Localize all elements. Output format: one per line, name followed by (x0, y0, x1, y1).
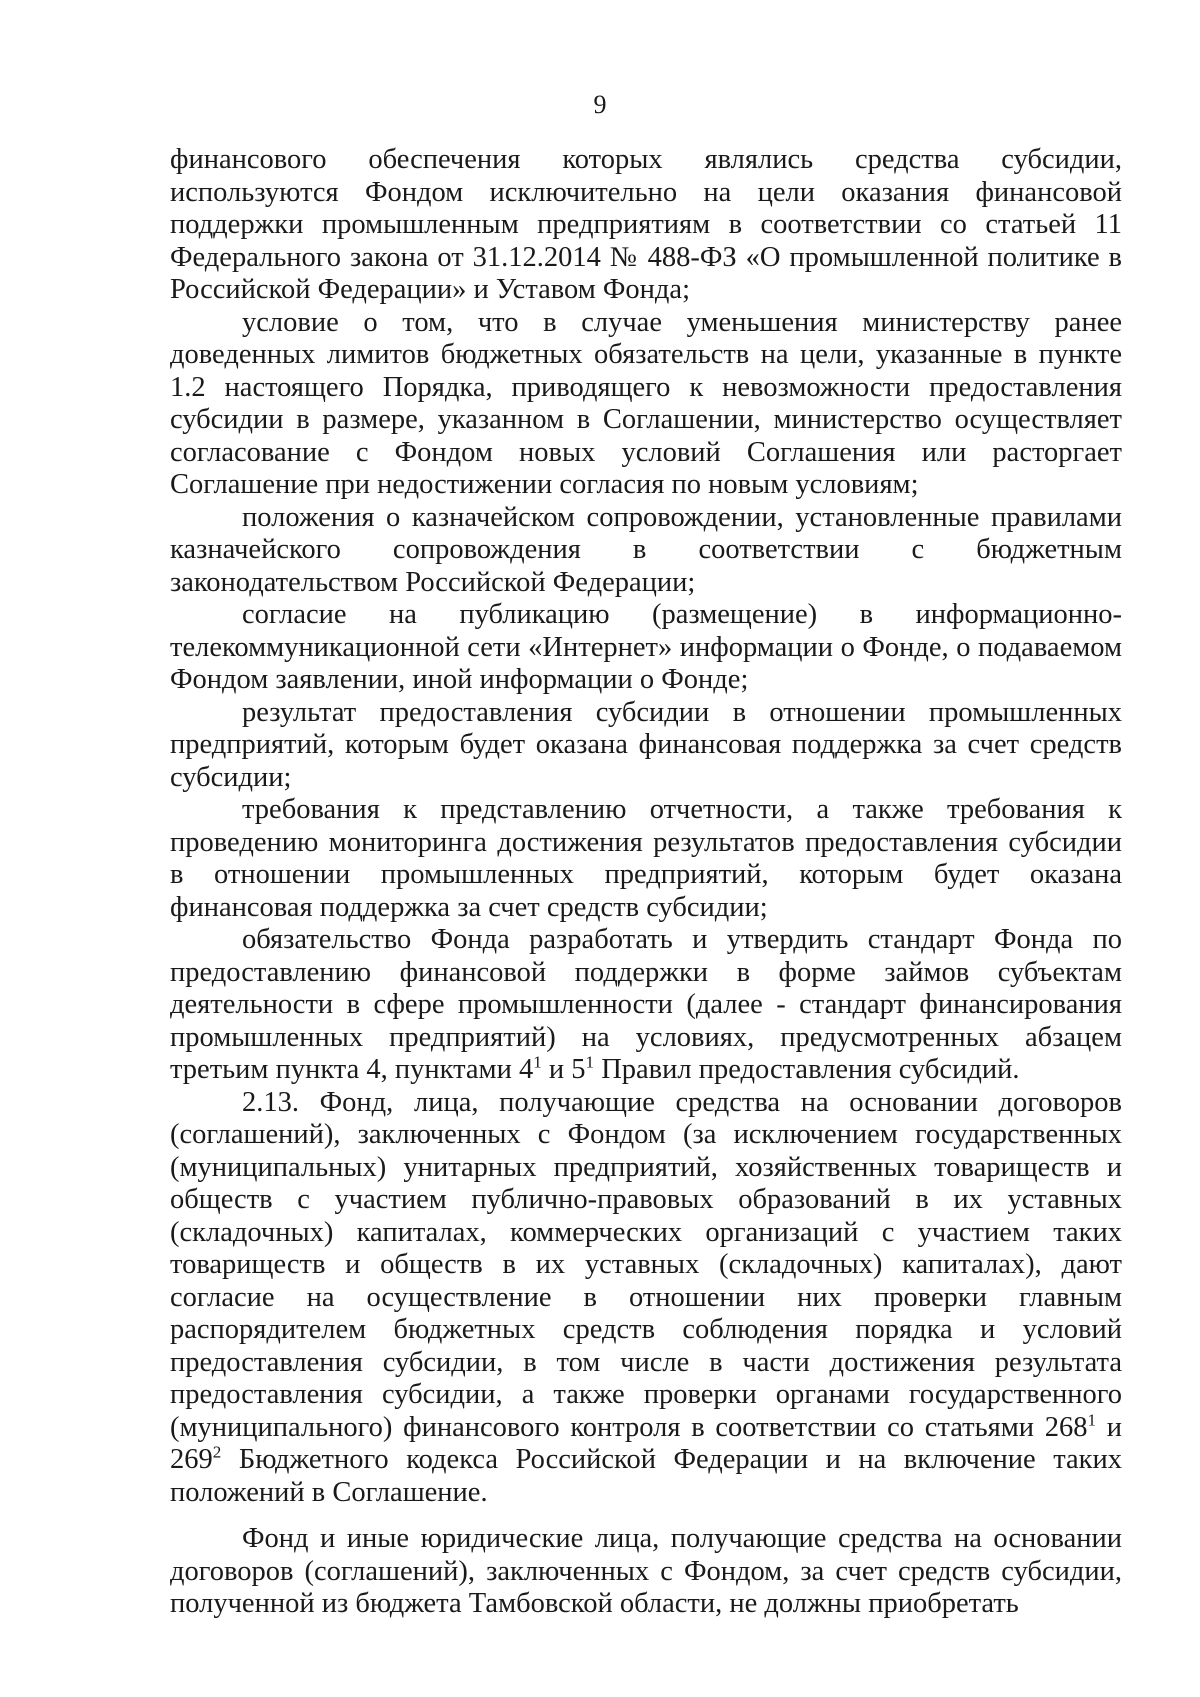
text-segment: Правил предоставления субсидий. (594, 1054, 1020, 1085)
page-number: 9 (593, 90, 607, 119)
text-segment: Бюджетного кодекса Российской Федерации и на включение таких положений в Соглашение. (170, 1444, 1122, 1508)
paragraph-subsidy-result: результат предоставления субсидии в отношении промышленных предприятий, которым будет оказана финансовая поддержка за счет средств субсидии; (170, 696, 1122, 793)
paragraph-fund-standard-obligation (170, 924, 1122, 1087)
paragraph-reporting-requirements: требования к представлению отчетности, а также требования к проведению мониторинга достижения результатов предоставления субсидии в отношении промышленных предприятий, которым будет оказана финансовая поддержка за счет средств субсидии; (170, 794, 1122, 923)
superscript: 1 (585, 1052, 595, 1072)
paragraph-continuation: финансового обеспечения которых являлись средства субсидии, используются Фондом исключительно на цели оказания финансовой поддержки промышленным предприятиям в соответствии со статьей 11 Федерального закона от 31.12.2014 № 488-ФЗ «О промышленной политике в Российской Федерации» и Уставом Фонда; (170, 144, 1122, 305)
paragraph-section-2-13 (170, 1087, 1122, 1510)
paragraph-treasury-support: положения о казначейском сопровождении, установленные правилами казначейского сопровождения в соответствии с бюджетным законодательством Российской Федерации; (170, 501, 1122, 598)
document-body (170, 144, 1122, 1621)
paragraph-budget-limits-condition: условие о том, что в случае уменьшения министерству ранее доведенных лимитов бюджетных обязательств на цели, указанные в пункте 1.2 настоящего Порядка, приводящего к невозможности предоставления субсидии в размере, указанном в Соглашении, министерство осуществляет согласование с Фондом новых условий Соглашения или расторгает Соглашение при недостижении согласия по новым условиям; (170, 306, 1122, 500)
text-segment: 2.13. Фонд, лица, получающие средства на основании договоров (соглашений), заключенных с Фондом (за исключением государственных (муниципальных) унитарных предприятий, хозяйственных товариществ и обществ с участием публично-правовых образований в их уставных (складочных) капиталах, коммерческих организаций с участием таких товариществ и обществ в их уставных (складочных) капиталах), дают согласие на осуществление в отношении них проверки главным распорядителем бюджетных средств соблюдения порядка и условий предоставления субсидии, в том числе в части достижения результата предоставления субсидии, а также проверки органами государственного (муниципального) финансового контроля в соответствии со статьями 268 (170, 1086, 1122, 1443)
superscript: 1 (533, 1052, 542, 1072)
superscript: 1 (1087, 1410, 1097, 1429)
text-segment: и 5 (541, 1054, 586, 1085)
text-segment: и 269 (170, 1411, 1122, 1475)
paragraph-acquisition-restriction: Фонд и иные юридические лица, получающие средства на основании договоров (соглашений), заключенных с Фондом, за счет средств субсидии, полученной из бюджета Тамбовской области, не должны приобретать (170, 1523, 1122, 1619)
text-segment: обязательство Фонда разработать и утвердить стандарт Фонда по предоставлению финансовой поддержки в форме займов субъектам деятельности в сфере промышленности (далее - стандарт финансирования промышленных предприятий) на условиях, предусмотренных абзацем третьим пункта 4, пунктами 4 (170, 924, 1122, 1085)
paragraph-publication-consent: согласие на публикацию (размещение) в информационно-телекоммуникационной сети «Интернет» информации о Фонде, о подаваемом Фондом заявлении, иной информации о Фонде; (170, 599, 1122, 695)
superscript: 2 (212, 1442, 222, 1462)
